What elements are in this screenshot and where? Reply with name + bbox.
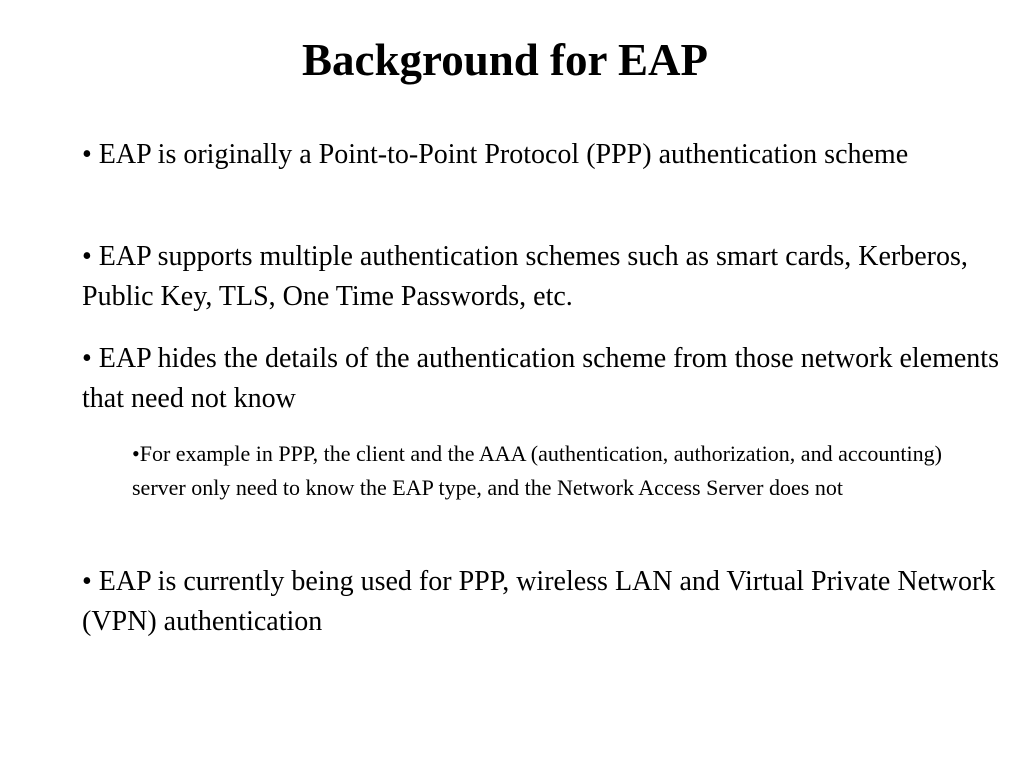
sub-bullet-ppp-example: •For example in PPP, the client and the AAA (authentication, authorization, and accounting) server only need to know the EAP type, and the Network Access Server does not [132,441,942,500]
bullet-ppp-origin: • EAP is originally a Point-to-Point Protocol (PPP) authentication scheme [82,139,909,170]
bullet-hides-details: • EAP hides the details of the authentication scheme from those network elements that need not know [82,343,999,414]
bullet-current-use: • EAP is currently being used for PPP, wireless LAN and Virtual Private Network (VPN) authentication [82,566,996,637]
bullet-multiple-schemes: • EAP supports multiple authentication schemes such as smart cards, Kerberos, Public Key, TLS, One Time Passwords, etc. [82,241,968,312]
slide-title: Background for EAP [302,35,708,85]
